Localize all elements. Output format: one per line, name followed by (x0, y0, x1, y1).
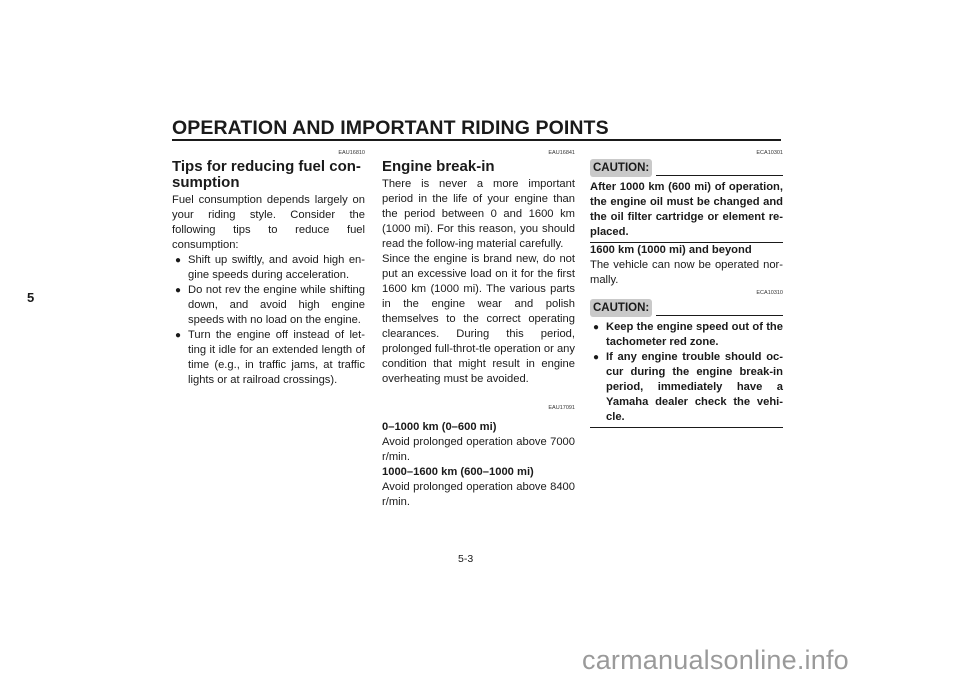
list-item: ● Do not rev the engine while shifting down, and avoid high engine speeds with no load on the engine. (175, 284, 365, 326)
list-item: ● If any engine trouble should oc-cur during the engine break-in period, immediately have a Yamaha dealer check the vehi-cle. (593, 351, 783, 423)
intro-paragraph: Fuel consumption depends largely on your riding style. Consider the following tips to reduce fuel consumption: (172, 194, 365, 251)
caution-rule (656, 315, 783, 316)
section-code: EAU17091 (548, 405, 575, 411)
caution-badge: CAUTION: (590, 159, 652, 177)
paragraph: The vehicle can now be operated nor-mally. (590, 259, 783, 286)
subheading: 1000–1600 km (600–1000 mi) (382, 466, 534, 478)
list-item: ● Shift up swiftly, and avoid high en-gine speeds during acceleration. (175, 254, 365, 281)
caution-header (590, 299, 783, 317)
fuel-tips-section (172, 150, 365, 388)
caution-section (590, 150, 783, 428)
caution-rule (656, 175, 783, 176)
chapter-tab-number: 5 (27, 290, 35, 305)
paragraph: Since the engine is brand new, do not put an excessive load on it for the first 1600 km (1000 mi). The various parts in the engine wear and polish themselves to the correct operating clearances. During this period, prolonged full-throt-tle operation or any condition that might result in engine overheating must be avoided. (382, 253, 575, 385)
list-item: ● Keep the engine speed out of the tachometer red zone. (593, 321, 783, 348)
page-title: OPERATION AND IMPORTANT RIDING POINTS (172, 117, 609, 139)
section-code: ECA10301 (756, 150, 783, 156)
section-code: EAU16841 (548, 150, 575, 156)
section-heading: Tips for reducing fuel con-sumption (172, 158, 361, 191)
subheading: 1600 km (1000 mi) and beyond (590, 244, 752, 256)
title-rule (172, 139, 781, 141)
bullet-icon: ● (593, 352, 600, 363)
caution-text: After 1000 km (600 mi) of operation, the engine oil must be changed and the oil filter cartridge or element re-placed. (590, 181, 783, 238)
fuel-tips-list (172, 253, 365, 388)
bullet-icon: ● (175, 330, 182, 341)
paragraph: There is never a more important period in the life of your engine than the period between 0 and 1600 km (1000 mi). For this reason, you should read the follow-ing material carefully. (382, 178, 575, 250)
caution-badge: CAUTION: (590, 299, 652, 317)
caution-list (590, 320, 783, 425)
paragraph: Avoid prolonged operation above 8400 r/min. (382, 481, 575, 508)
caution-header (590, 159, 783, 177)
list-item: ● Turn the engine off instead of let-ting it idle for an extended length of time (e.g., in traffic jams, at traffic lights or at railroad crossings). (175, 329, 365, 386)
subheading: 0–1000 km (0–600 mi) (382, 421, 497, 433)
break-in-section (382, 150, 575, 510)
watermark: carmanualsonline.info (582, 645, 849, 675)
bullet-icon: ● (593, 322, 600, 333)
section-heading: Engine break-in (382, 158, 495, 175)
page-number: 5-3 (458, 553, 474, 565)
section-code: EAU16810 (338, 150, 365, 156)
paragraph: Avoid prolonged operation above 7000 r/min. (382, 436, 575, 463)
section-code: ECA10310 (756, 290, 783, 296)
bullet-icon: ● (175, 285, 182, 296)
bullet-icon: ● (175, 255, 182, 266)
caution-end-rule (590, 427, 783, 428)
